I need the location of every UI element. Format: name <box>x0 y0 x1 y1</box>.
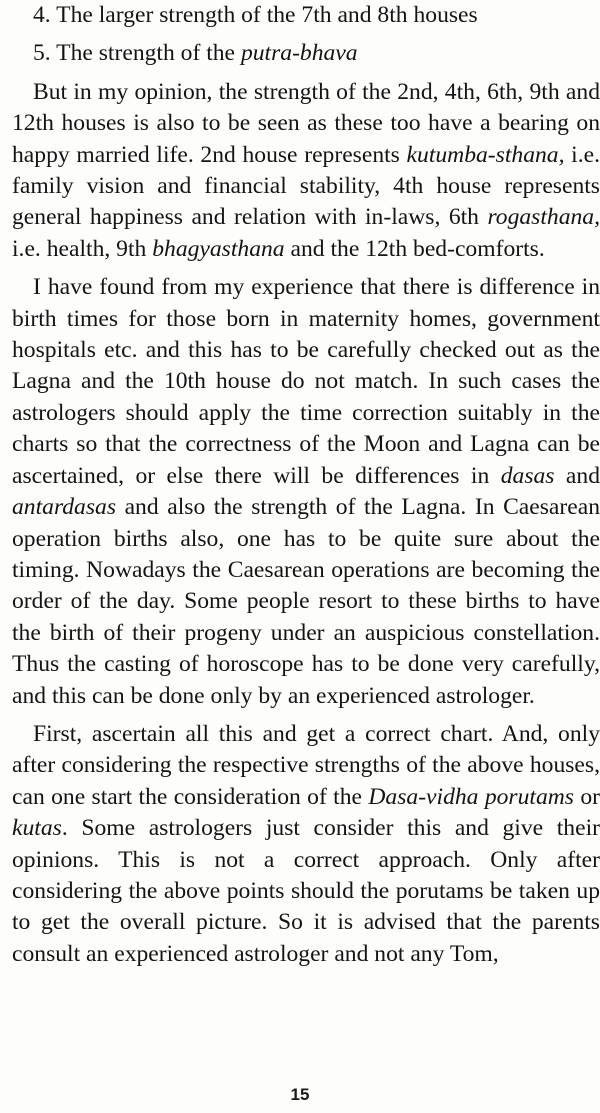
italic-term: kutas <box>12 815 62 842</box>
paragraph: First, ascertain all this and get a correct chart. And, only after considering the respective strengths of the above houses, can one start the consideration of the Dasa-vidha porutams or kutas. Some astrologers just consider this and give their opinions. This is not a correct approach. Only after considering the above points should the porutams be taken up to get the overall picture. So it is advised that the parents consult an experienced astrologer and not any Tom, <box>12 720 600 967</box>
list-item: 4. The larger strength of the 7th and 8th houses <box>33 2 478 28</box>
italic-term: dasas <box>500 462 555 489</box>
paragraph: I have found from my experience that there is difference in birth times for those born in maternity homes, government hospitals etc. and this has to be carefully checked out as the Lagna and the 10th house do not match. In such cases the astrologers should apply the time correction suitably in the charts so that the correctness of the Moon and Lagna can be ascertained, or else there will be differences in dasas and antardasas and also the strength of the Lagna. In Caesarean operation births also, one has to be quite sure about the timing. Nowadays the Caesarean operations are becoming the order of the day. Some people resort to these births to have the birth of their progeny under an auspicious constellation. Thus the casting of horoscope has to be done very carefully, and this can be done only by an experienced astrologer. <box>12 274 600 709</box>
italic-term: antardasas <box>12 494 117 521</box>
italic-term: kutumba-sthana, <box>406 141 565 168</box>
paragraph: But in my opinion, the strength of the 2nd, 4th, 6th, 9th and 12th houses is also to be seen as these too have a bearing on happy married life. 2nd house represents kutumba-sthana, i.e. family vision and financial stability, 4th house represents general happiness and relation with in-laws, 6th rogasthana, i.e. health, 9th bhagyasthana and the 12th bed-comforts. <box>12 78 600 262</box>
italic-term: rogasthana, <box>487 204 600 231</box>
italic-term: Dasa-vidha porutams <box>368 783 574 810</box>
body-text <box>12 0 600 970</box>
italic-term: bhagyasthana <box>152 235 285 262</box>
page-number: 15 <box>290 1085 310 1104</box>
italic-term: putra-bhava <box>240 40 358 67</box>
list-item: 5. The strength of the putra-bhava <box>33 40 358 67</box>
